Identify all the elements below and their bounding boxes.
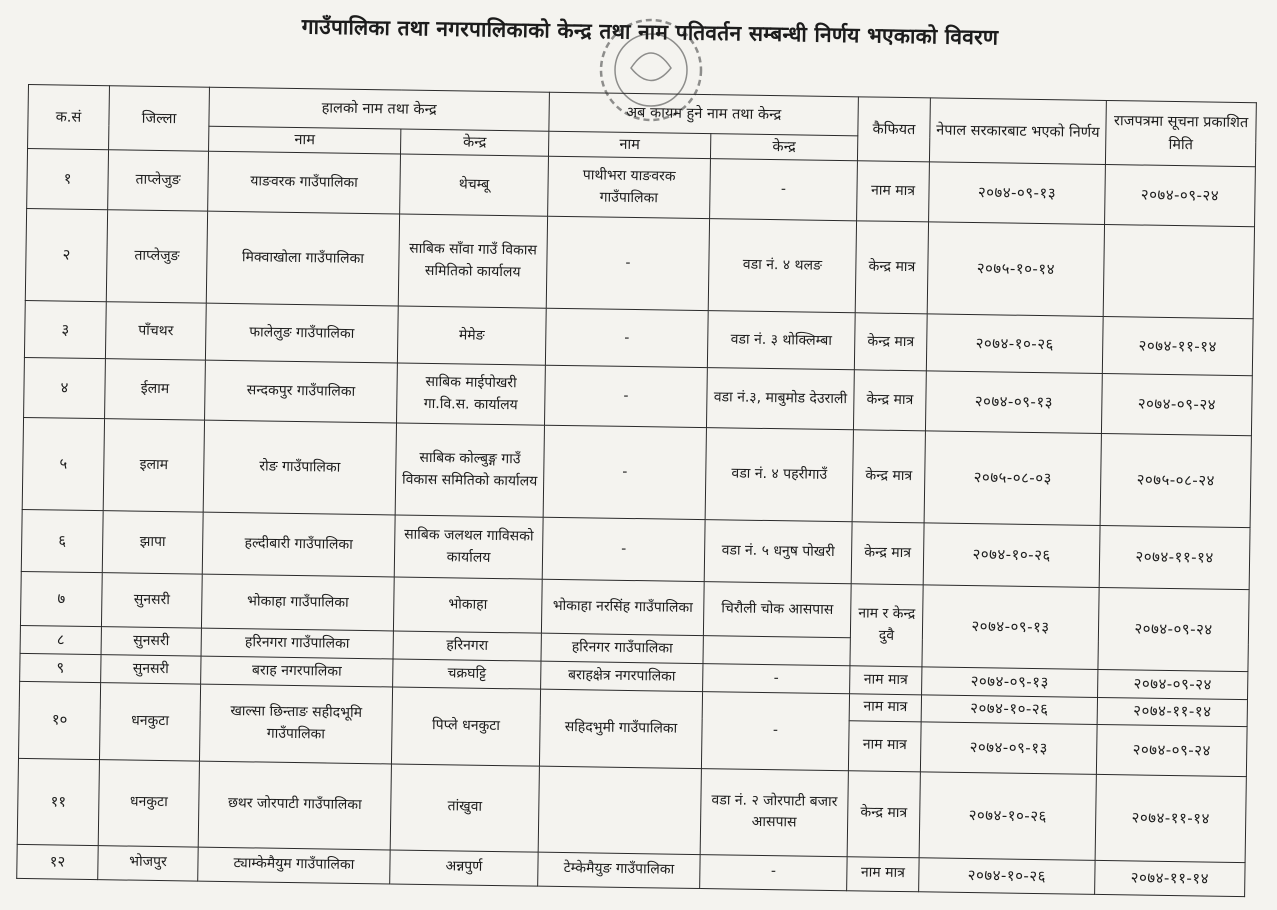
cell-remarks: केन्द्र मात्र [855,221,928,314]
cell-gazette: २०७४-११-१४ [1095,860,1245,896]
decision-table-sheet [16,84,1256,910]
cell-name: याङवरक गाउँपालिका [208,152,401,215]
cell-decision: २०७४-०९-१३ [922,667,1098,698]
cell-new-name: हरिनगर गाउँपालिका [541,634,703,664]
cell-new-name: टेम्केमैयुङ गाउँपालिका [538,852,700,888]
cell-name: हरिनगरा गाउँपालिका [201,629,393,660]
cell-sn: २ [25,209,107,302]
col-header-center: केन्द्र [400,129,548,157]
cell-name: मिक्वाखोला गाउँपालिका [206,212,399,307]
cell-center: मेमेङ [397,306,546,365]
cell-center: साबिक साँवा गाउँ विकास समितिको कार्यालय [398,214,547,308]
cell-sn: १ [27,149,109,210]
col-header-name: नाम [209,126,401,154]
cell-remarks: नाम मात्र [850,666,922,695]
cell-sn: ८ [20,626,101,655]
cell-new-center [703,636,850,666]
cell-new-center: वडा नं. २ जोरपाटी बजार आसपास [700,768,848,856]
cell-gazette: २०७४-०९-२४ [1098,588,1249,672]
cell-decision: २०७४-१०-२६ [926,314,1103,374]
cell-center: तांखुवा [390,764,539,852]
cell-decision: २०७४-०९-१३ [922,585,1099,670]
col-header-district: जिल्ला [109,86,210,152]
cell-decision: २०७४-१०-२६ [919,858,1095,895]
cell-district: सुनसरी [101,573,202,628]
cell-sn: ९ [20,654,101,683]
cell-new-center: - [700,854,848,890]
cell-remarks: नाम मात्र [857,161,930,222]
cell-gazette: २०७४-०९-२४ [1096,724,1247,776]
cell-district: ताप्लेजुङ [106,210,207,303]
cell-name: छथर जोरपाटी गाउँपालिका [198,761,391,850]
cell-new-name: - [546,217,709,311]
col-header-new-group: अब कायम हुने नाम तथा केन्द्र [549,92,859,136]
col-header-remarks: कैफियत [857,97,930,163]
cell-decision: २०७४-१०-२६ [919,772,1096,861]
cell-gazette: २०७४-११-१४ [1097,698,1247,726]
cell-sn: १० [18,682,100,759]
cell-gazette: २०७४-०९-२४ [1105,165,1256,227]
cell-gazette [1103,225,1254,319]
cell-district: सुनसरी [101,655,201,684]
cell-sn: ११ [17,758,99,845]
cell-new-center: वडा नं. ४ पहरीगाउँ [705,428,853,522]
decision-table [16,84,1257,897]
cell-center: अन्नपुर्ण [390,850,538,886]
cell-new-name: - [544,366,707,428]
cell-name: सन्दकपुर गाउँपालिका [205,361,398,424]
table-row [22,418,1251,528]
cell-new-center: - [701,692,849,770]
cell-gazette: २०७४-०९-२४ [1098,670,1248,700]
cell-name: भोकाहा गाउँपालिका [201,575,394,632]
cell-new-name: - [542,518,705,582]
cell-district: धनकुटा [98,759,199,846]
cell-center: भोकाहा [393,577,542,633]
cell-new-center: - [710,159,858,221]
cell-remarks: नाम मात्र [849,694,921,721]
col-header-current-group: हालको नाम तथा केन्द्र [209,87,550,131]
cell-remarks: केन्द्र मात्र [851,522,924,585]
cell-new-center: - [703,664,850,694]
page-title: गाउँपालिका तथा नगरपालिकाको केन्द्र तथा नाम पतिवर्तन सम्बन्धी निर्णय भएकाको विवरण [301,14,999,50]
cell-district: इलाम [103,419,204,512]
cell-name: खाल्सा छिन्ताङ सहीदभूमि गाउँपालिका [199,685,392,764]
cell-district: भोजपुर [98,845,198,880]
cell-new-center: वडा नं. ५ धनुष पोखरी [704,520,852,584]
cell-remarks: केन्द्र मात्र [847,770,920,857]
col-header-new-name: नाम [548,131,710,159]
cell-sn: ४ [24,358,106,419]
col-header-sn: क.सं [28,85,110,151]
col-header-decision: नेपाल सरकारबाट भएको निर्णय [929,98,1106,165]
cell-sn: ३ [24,301,106,359]
cell-new-name: बराहक्षेत्र नगरपालिका [541,662,703,692]
cell-district: झापा [102,511,203,574]
cell-center: साबिक कोल्बुङ्ग गाउँ विकास समितिको कार्यालय [395,423,544,517]
cell-name: रोङ गाउँपालिका [203,421,396,516]
cell-new-center: वडा नं. ३ थोक्लिम्बा [707,311,855,370]
cell-remarks: केन्द्र मात्र [854,313,927,371]
cell-gazette: २०७४-११-१४ [1095,774,1246,862]
cell-center: साबिक जलथल गाविसको कार्यालय [394,515,543,579]
cell-district: पाँचथर [105,302,206,360]
cell-remarks: नाम मात्र [848,720,921,771]
cell-decision: २०७५-०८-०३ [924,431,1101,526]
col-header-new-center: केन्द्र [710,134,857,162]
cell-gazette: २०७४-०९-२४ [1101,374,1252,436]
cell-center: थेचम्बू [400,155,549,217]
cell-decision: २०७४-१०-२६ [921,695,1097,724]
cell-gazette: २०७४-११-१४ [1102,317,1253,376]
cell-name: ट्याम्केमैयुम गाउँपालिका [198,847,390,884]
cell-name: फालेलुङ गाउँपालिका [205,304,398,364]
cell-sn: ५ [22,418,104,511]
cell-center: हरिनगरा [393,631,541,661]
cell-sn: ७ [20,572,102,627]
table-row [25,209,1254,319]
cell-sn: ६ [21,510,103,573]
cell-new-center: वडा नं. ४ थलङ [708,219,856,313]
cell-district: ईलाम [105,359,206,420]
cell-new-name: - [543,426,706,520]
cell-sn: १२ [17,844,98,879]
cell-decision: २०७४-०९-१३ [920,722,1097,775]
col-header-gazette: राजपत्रमा सूचना प्रकाशित मिति [1105,100,1256,167]
cell-new-name: भोकाहा नरसिंह गाउँपालिका [541,580,704,636]
cell-new-name: सहिदभुमी गाउँपालिका [539,690,702,769]
cell-remarks: नाम मात्र [847,856,919,891]
cell-new-center: चिरौली चोक आसपास [703,582,851,638]
cell-name: हल्दीबारी गाउँपालिका [202,513,395,578]
cell-remarks: केन्द्र मात्र [853,370,926,431]
cell-gazette: २०७४-११-१४ [1099,526,1250,590]
cell-decision: २०७५-१०-१४ [927,222,1104,317]
cell-decision: २०७४-०९-१३ [929,162,1106,225]
cell-district: ताप्लेजुङ [108,150,209,211]
cell-new-name [538,766,701,854]
cell-center: पिप्ले धनकुटा [391,687,540,765]
cell-decision: २०७४-१०-२६ [923,523,1100,588]
cell-remarks: नाम र केन्द्र दुवै [850,584,923,667]
cell-name: बराह नगरपालिका [201,657,393,688]
cell-district: धनकुटा [99,683,200,761]
cell-new-name: पाथीभरा याङवरक गाउँपालिका [548,157,711,219]
cell-gazette: २०७५-०८-२४ [1100,434,1251,528]
cell-decision: २०७४-०९-१३ [925,371,1102,434]
cell-new-name: - [545,309,708,368]
cell-center: चक्रघट्टि [393,659,541,689]
cell-center: साबिक माईपोखरी गा.वि.स. कार्यालय [397,363,546,425]
cell-district: सुनसरी [101,627,201,656]
cell-new-center: वडा नं.३, माबुमोड देउराली [706,368,854,430]
cell-remarks: केन्द्र मात्र [852,430,925,523]
